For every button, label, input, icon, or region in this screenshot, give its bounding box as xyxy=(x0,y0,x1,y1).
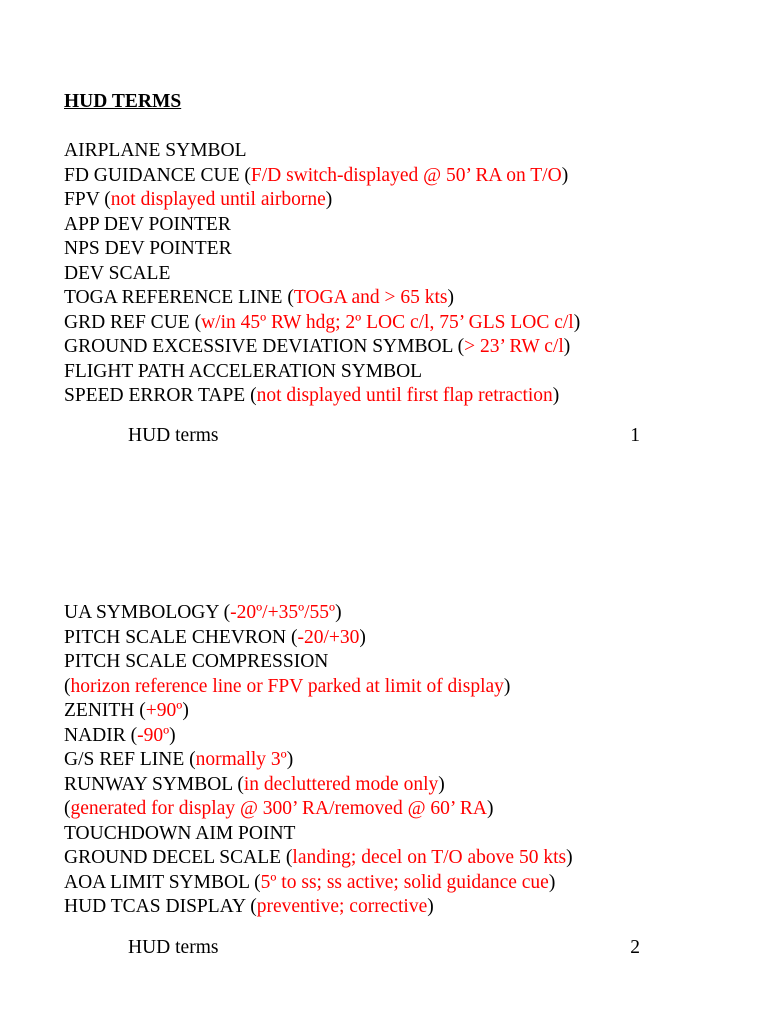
term-line: RUNWAY SYMBOL (in decluttered mode only) xyxy=(64,773,445,795)
term-note: -90º xyxy=(137,724,170,746)
term-name: NPS DEV POINTER xyxy=(64,238,232,259)
term-name: GRD REF CUE xyxy=(64,311,190,333)
term-note: w/in 45º RW hdg; 2º LOC c/l, 75’ GLS LOC c/l xyxy=(201,311,574,333)
term-name: AOA LIMIT SYMBOL xyxy=(64,871,250,893)
term-note: > 23’ RW c/l xyxy=(464,336,564,357)
term-note: 5º to ss; ss active; solid guidance cue xyxy=(260,871,549,893)
hud-terms-list-page-2 xyxy=(64,601,573,920)
term-line: ZENITH (+90º) xyxy=(64,700,189,721)
page-footer-2 xyxy=(128,936,640,960)
term-line: SPEED ERROR TAPE (not displayed until first flap retraction) xyxy=(64,385,560,406)
term-note: not displayed until first flap retraction xyxy=(256,385,553,406)
page-footer-1 xyxy=(128,424,640,448)
term-name: FD GUIDANCE CUE xyxy=(64,164,240,186)
term-name: APP DEV POINTER xyxy=(64,213,231,235)
term-line xyxy=(64,360,580,385)
term-name: HUD TCAS DISPLAY xyxy=(64,896,246,917)
term-note: not displayed until airborne xyxy=(110,189,326,210)
term-line: NADIR (-90º) xyxy=(64,724,176,746)
term-note: generated for display @ 300’ RA/removed @ 60’ RA xyxy=(70,798,487,819)
term-line xyxy=(64,822,573,847)
term-name: FLIGHT PATH ACCELERATION SYMBOL xyxy=(64,360,423,382)
term-name: GROUND EXCESSIVE DEVIATION SYMBOL xyxy=(64,336,453,357)
term-name: PITCH SCALE CHEVRON xyxy=(64,626,287,648)
term-name: SPEED ERROR TAPE xyxy=(64,385,246,406)
term-line xyxy=(64,213,580,238)
page-heading: HUD TERMS xyxy=(64,91,182,112)
term-note: horizon reference line or FPV parked at limit of display xyxy=(70,675,504,697)
term-note: -20º/+35º/55º xyxy=(230,602,336,623)
term-line xyxy=(64,262,580,287)
term-note: F/D switch-displayed @ 50’ RA on T/O xyxy=(250,164,562,186)
term-name: NADIR xyxy=(64,724,126,746)
term-name: RUNWAY SYMBOL xyxy=(64,773,233,795)
term-line: UA SYMBOLOGY (-20º/+35º/55º) xyxy=(64,602,342,623)
term-note: -20/+30 xyxy=(297,626,360,648)
term-line: (generated for display @ 300’ RA/removed @ 60’ RA) xyxy=(64,798,494,819)
term-line: GRD REF CUE (w/in 45º RW hdg; 2º LOC c/l, 75’ GLS LOC c/l) xyxy=(64,311,581,333)
term-name: AIRPLANE SYMBOL xyxy=(64,140,247,161)
term-line: PITCH SCALE CHEVRON (-20/+30) xyxy=(64,626,366,648)
term-note: TOGA and > 65 kts xyxy=(293,287,448,308)
term-name: GROUND DECEL SCALE xyxy=(64,847,282,868)
term-line: HUD TCAS DISPLAY (preventive; corrective) xyxy=(64,896,434,917)
term-line: FD GUIDANCE CUE (F/D switch-displayed @ 50’ RA on T/O) xyxy=(64,164,569,186)
term-name: TOGA REFERENCE LINE xyxy=(64,287,283,308)
term-name: UA SYMBOLOGY xyxy=(64,602,219,623)
term-name: G/S REF LINE xyxy=(64,749,185,770)
page-number: 1 xyxy=(630,425,640,446)
term-name: PITCH SCALE COMPRESSION xyxy=(64,651,329,672)
term-name: DEV SCALE xyxy=(64,262,171,284)
term-name: ZENITH xyxy=(64,700,135,721)
term-line: TOGA REFERENCE LINE (TOGA and > 65 kts) xyxy=(64,287,454,308)
footer-title: HUD terms xyxy=(128,425,219,446)
footer-title: HUD terms xyxy=(128,937,219,958)
page-number: 2 xyxy=(630,937,640,958)
term-note: +90º xyxy=(145,700,183,721)
term-name: TOUCHDOWN AIM POINT xyxy=(64,822,296,844)
term-note: normally 3º xyxy=(195,749,287,770)
term-name: FPV xyxy=(64,189,100,210)
term-line xyxy=(64,650,573,675)
term-note: in decluttered mode only xyxy=(243,773,439,795)
term-line: GROUND DECEL SCALE (landing; decel on T/O above 50 kts) xyxy=(64,847,573,868)
term-note: preventive; corrective xyxy=(256,896,428,917)
term-line: GROUND EXCESSIVE DEVIATION SYMBOL (> 23’ RW c/l) xyxy=(64,336,571,357)
term-note: landing; decel on T/O above 50 kts xyxy=(292,847,567,868)
term-line xyxy=(64,139,580,164)
term-line: FPV (not displayed until airborne) xyxy=(64,189,333,210)
hud-terms-list-page-1 xyxy=(64,139,580,409)
term-line: (horizon reference line or FPV parked at limit of display) xyxy=(64,675,511,697)
term-line: G/S REF LINE (normally 3º) xyxy=(64,749,294,770)
term-line: AOA LIMIT SYMBOL (5º to ss; ss active; solid guidance cue) xyxy=(64,871,556,893)
term-line xyxy=(64,237,580,262)
